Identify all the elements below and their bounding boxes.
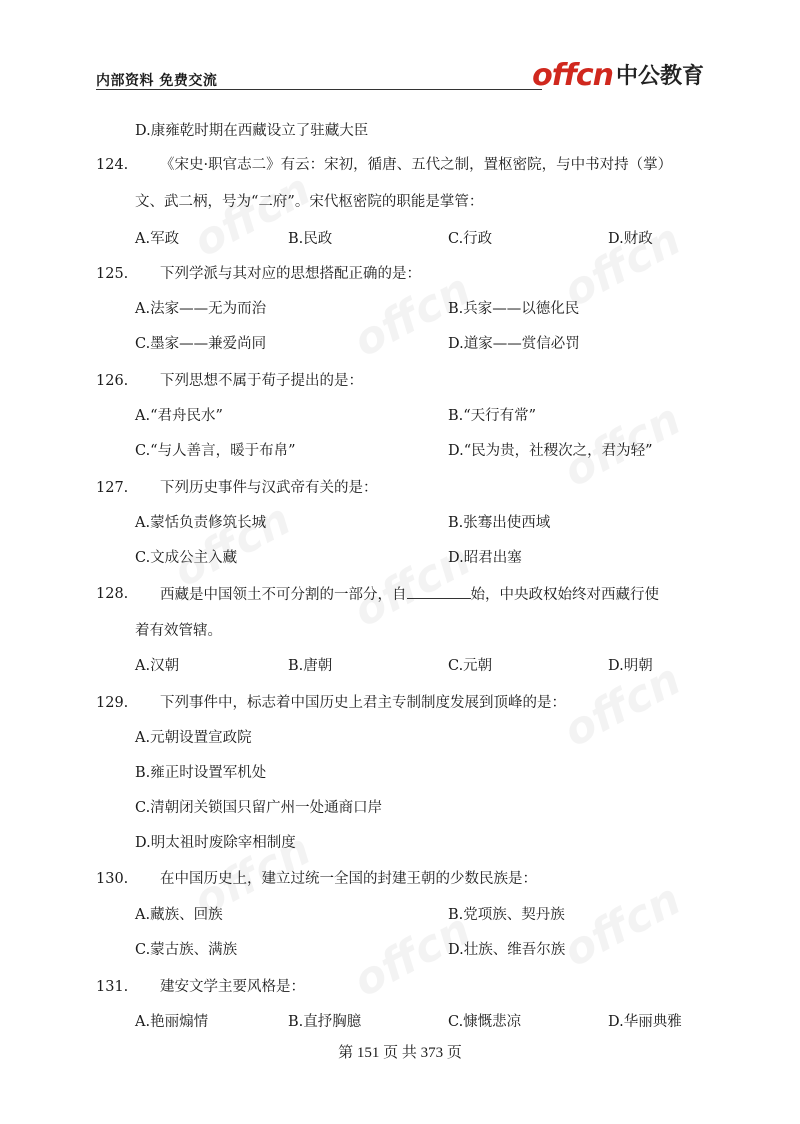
question-number: 124. (96, 157, 129, 173)
option-a: A.元朝设置宣政院 (135, 730, 252, 746)
offcn-logo (532, 58, 704, 92)
logo-mark: offcn (532, 58, 613, 93)
header-rule (96, 89, 542, 90)
option-c: C.蒙古族、满族 (135, 942, 238, 958)
option-d: D.明太祖时废除宰相制度 (135, 835, 296, 851)
option-c: C.清朝闭关锁国只留广州一处通商口岸 (135, 800, 383, 816)
question-stem (160, 584, 659, 605)
option-b: B.民政 (288, 231, 333, 247)
question-stem-continued: 文、武二柄，号为“二府”。宋代枢密院的职能是掌管： (135, 194, 484, 210)
option-c: C.文成公主入藏 (135, 550, 238, 566)
option-a: A.藏族、回族 (135, 907, 223, 923)
option-b: B.张骞出使西域 (448, 515, 551, 531)
option-b: B.兵家——以德化民 (448, 301, 580, 317)
option-a: A.汉朝 (135, 658, 180, 674)
option-d: D.昭君出塞 (448, 550, 522, 566)
stem-part: 始，中央政权始终对西藏行使 (470, 587, 659, 603)
header-label: 内部资料 免费交流 (96, 73, 218, 89)
question-number: 128. (96, 586, 129, 602)
page-header (96, 58, 704, 92)
option-a: A.“君舟民水” (135, 408, 223, 424)
question-number: 126. (96, 373, 129, 389)
question-number: 125. (96, 266, 129, 282)
option-c: C.“与人善言，暖于布帛” (135, 443, 296, 459)
fill-blank (407, 584, 471, 599)
option-c: C.行政 (448, 231, 493, 247)
question-stem: 《宋史·职官志二》有云：宋初，循唐、五代之制，置枢密院，与中书对持（掌） (160, 157, 673, 173)
option-b: B.雍正时设置军机处 (135, 765, 267, 781)
question-number: 131. (96, 979, 129, 995)
option-a: A.法家——无为而治 (135, 301, 267, 317)
option-d: D.华丽典雅 (608, 1014, 682, 1030)
option-b: B.“天行有常” (448, 408, 537, 424)
option-d: D.壮族、维吾尔族 (448, 942, 566, 958)
option-b: B.唐朝 (288, 658, 333, 674)
logo-text: 中公教育 (615, 64, 704, 89)
question-number: 127. (96, 480, 129, 496)
watermark (185, 164, 319, 267)
option-d: D.财政 (608, 231, 653, 247)
page-footer: 第 151 页 共 373 页 (338, 1045, 462, 1061)
question-number: 129. (96, 695, 129, 711)
option-text: D.康雍乾时期在西藏设立了驻藏大臣 (135, 123, 369, 139)
watermark (165, 494, 299, 597)
question-stem: 在中国历史上，建立过统一全国的封建王朝的少数民族是： (160, 871, 537, 887)
option-a: A.蒙恬负责修筑长城 (135, 515, 267, 531)
option-a: A.军政 (135, 231, 180, 247)
question-stem: 下列历史事件与汉武帝有关的是： (160, 480, 378, 496)
question-stem: 下列学派与其对应的思想搭配正确的是： (160, 266, 421, 282)
option-c: C.墨家——兼爱尚同 (135, 336, 267, 352)
question-stem-continued: 着有效管辖。 (135, 623, 222, 639)
option-b: B.党项族、契丹族 (448, 907, 565, 923)
option-a: A.艳丽煽情 (135, 1014, 209, 1030)
option-b: B.直抒胸臆 (288, 1014, 362, 1030)
question-number: 130. (96, 871, 129, 887)
option-c: C.元朝 (448, 658, 493, 674)
question-stem: 下列思想不属于荀子提出的是： (160, 373, 363, 389)
option-d: D.明朝 (608, 658, 653, 674)
option-d: D.道家——赏信必罚 (448, 336, 580, 352)
watermark (555, 874, 689, 977)
option-c: C.慷慨悲凉 (448, 1014, 522, 1030)
question-stem: 建安文学主要风格是： (160, 979, 305, 995)
option-d: D.“民为贵，社稷次之，君为轻” (448, 443, 653, 459)
question-stem: 下列事件中，标志着中国历史上君主专制制度发展到顶峰的是： (160, 695, 566, 711)
stem-part: 西藏是中国领土不可分割的一部分，自 (160, 587, 407, 603)
